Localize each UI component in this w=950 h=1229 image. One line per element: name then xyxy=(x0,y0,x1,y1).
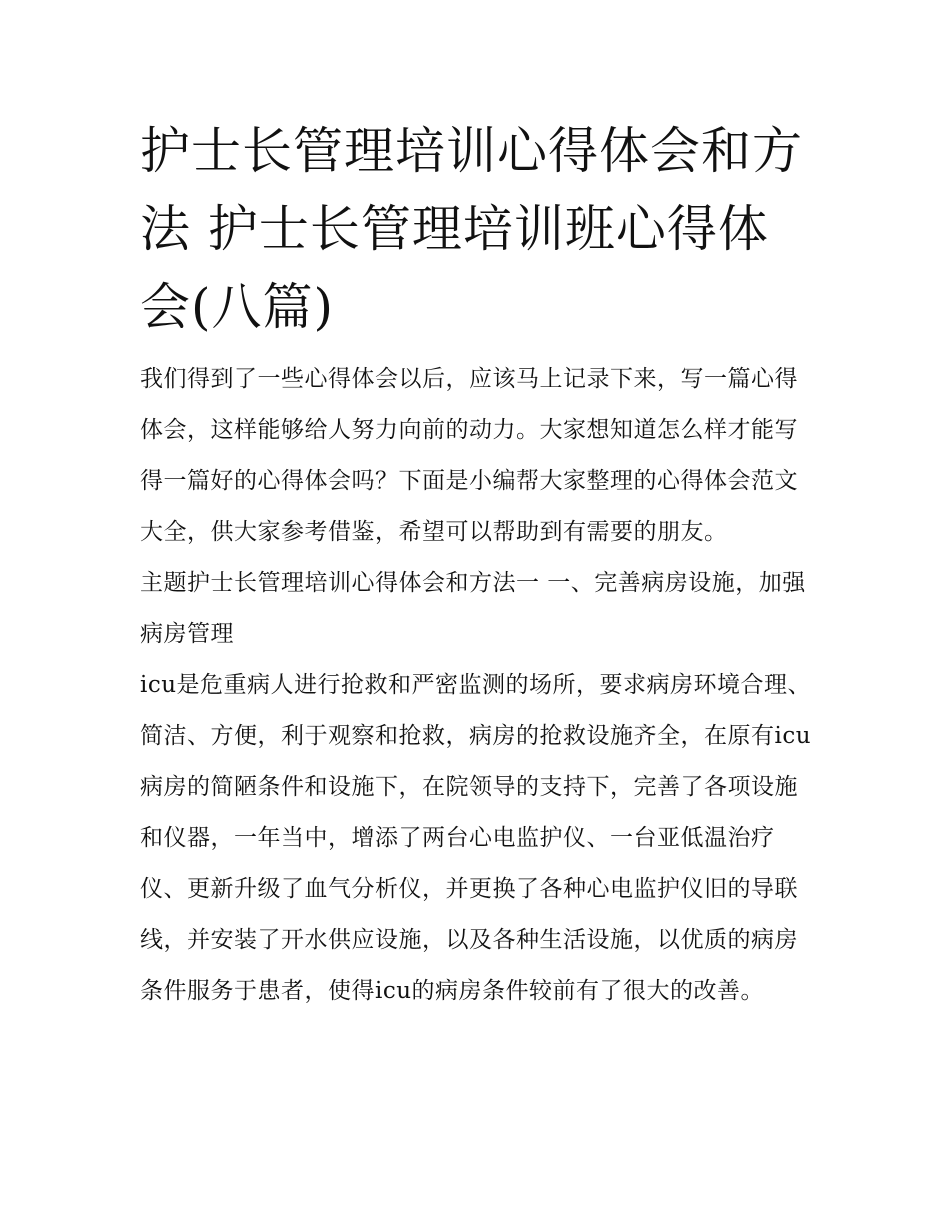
document-title: 护士长管理培训心得体会和方法 护士长管理培训班心得体会(八篇) xyxy=(140,122,803,336)
section-heading: 主题护士长管理培训心得体会和方法一 一、完善病房设施，加强病房管理 xyxy=(140,570,806,647)
document-page xyxy=(140,112,815,1017)
intro-paragraph: 我们得到了一些心得体会以后，应该马上记录下来，写一篇心得体会，这样能够给人努力向前的动力。大家想知道怎么样才能写得一篇好的心得体会吗？下面是小编帮大家整理的心得体会范文大全，供大家参考借鉴，希望可以帮助到有需要的朋友。 xyxy=(140,366,798,545)
body-paragraph: icu是危重病人进行抢救和严密监测的场所，要求病房环境合理、简洁、方便，利于观察和抢救，病房的抢救设施齐全，在原有icu病房的简陋条件和设施下，在院领导的支持下，完善了各项设施和仪器，一年当中，增添了两台心电监护仪、一台亚低温治疗仪、更新升级了血气分析仪，并更换了各种心电监护仪旧的导联线，并安装了开水供应设施，以及各种生活设施，以优质的病房条件服务于患者，使得icu的病房条件较前有了很大的改善。 xyxy=(140,672,812,1004)
